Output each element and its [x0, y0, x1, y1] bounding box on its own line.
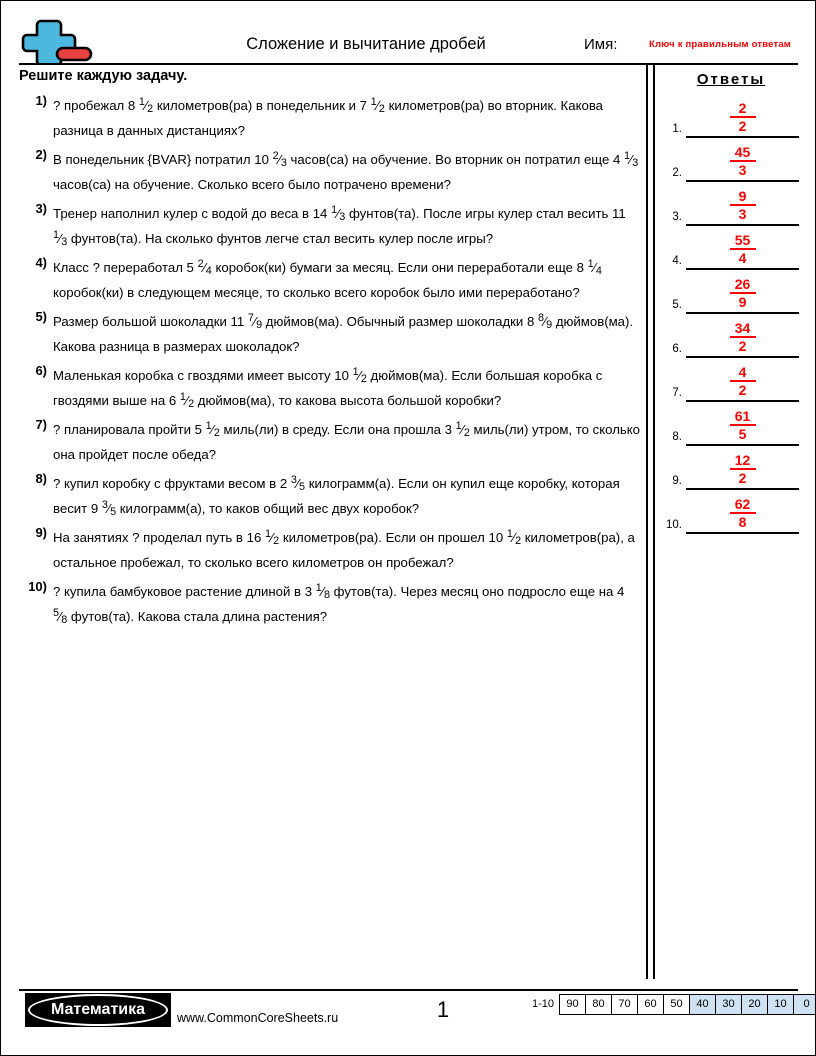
problem-text-run: дюймов(ма). Какова разница в размерах шоколадок? — [53, 314, 634, 354]
answer-index: 8. — [672, 431, 682, 443]
fraction-slash: ⁄ — [337, 206, 340, 221]
answer-numerator: 45 — [730, 144, 756, 162]
answer-value — [686, 452, 799, 486]
problem-number: 2) — [35, 147, 47, 162]
problem-text-run: миль(ли) в среду. Если она прошла 3 — [219, 422, 456, 437]
page-title: Сложение и вычитание дробей — [246, 35, 486, 53]
problem-text-run: коробок(ки) в следующем месяце, то сколько всего коробок было ими переработано? — [53, 285, 580, 300]
problem-item — [19, 147, 641, 197]
fraction-numerator: 1 — [205, 420, 212, 433]
inline-fraction — [371, 97, 385, 115]
fraction-numerator: 5 — [53, 607, 60, 620]
fraction-numerator: 1 — [455, 420, 462, 433]
fraction-numerator: 2 — [197, 258, 204, 271]
fraction-numerator: 1 — [53, 229, 60, 242]
problem-number: 9) — [35, 525, 47, 540]
answer-row — [656, 94, 806, 138]
answer-value — [686, 320, 799, 354]
problem-text-run: В понедельник {BVAR} потратил 10 — [53, 152, 273, 167]
problem-text-run: Тренер наполнил кулер с водой до веса в 14 — [53, 206, 332, 221]
problem-item — [19, 93, 641, 143]
fraction-denominator: 3 — [339, 211, 346, 224]
page-footer — [1, 991, 815, 1055]
fraction-slash: ⁄ — [211, 422, 214, 437]
problem-text-run: ? планировала пройти 5 — [53, 422, 206, 437]
instruction-text: Решите каждую задачу. — [19, 68, 188, 84]
fraction-slash: ⁄ — [253, 314, 257, 329]
score-cell: 90 — [560, 995, 586, 1014]
fraction-denominator: 5 — [110, 506, 117, 519]
fraction-slash: ⁄ — [107, 501, 111, 516]
fraction-denominator: 4 — [205, 265, 212, 278]
fraction-denominator: 5 — [299, 481, 306, 494]
fraction-slash: ⁄ — [461, 422, 464, 437]
answer-denominator: 9 — [738, 294, 747, 310]
problem-item — [19, 363, 641, 413]
answer-row — [656, 446, 806, 490]
fraction-slash: ⁄ — [144, 98, 148, 113]
problem-number: 1) — [35, 93, 47, 108]
answer-blank-line[interactable] — [686, 532, 799, 534]
fraction-numerator: 1 — [587, 258, 594, 271]
problem-text — [53, 417, 641, 467]
answer-value — [686, 276, 799, 310]
problem-text-run: коробок(ки) бумаги за месяц. Если они переработали еще 8 — [211, 260, 588, 275]
answer-numerator: 9 — [730, 188, 756, 206]
problem-text-run: фунтов(та). На сколько фунтов легче стал весить кулер после игры? — [67, 231, 494, 246]
answer-denominator: 2 — [738, 382, 747, 398]
problem-number: 3) — [35, 201, 47, 216]
score-guide — [532, 994, 816, 1015]
fraction-numerator: 7 — [247, 312, 254, 325]
problem-text — [53, 201, 641, 251]
answer-numerator: 12 — [730, 452, 756, 470]
answer-row — [656, 490, 806, 534]
score-cell: 80 — [586, 995, 612, 1014]
problem-text-run: дюймов(ма). Если большая коробка с гвоздями выше на 6 — [53, 368, 603, 408]
fraction-denominator: 2 — [273, 535, 280, 548]
problem-text-run: дюймов(ма), то какова высота большой коробки? — [194, 393, 502, 408]
fraction-numerator: 1 — [370, 96, 377, 109]
answer-index: 2. — [672, 167, 682, 179]
problem-text-run: Класс ? переработал 5 — [53, 260, 198, 275]
answer-row — [656, 402, 806, 446]
answers-list — [656, 94, 806, 534]
fraction-numerator: 1 — [264, 528, 271, 541]
problem-text-run: футов(та). Какова стала длина растения? — [67, 609, 328, 624]
fraction-slash: ⁄ — [376, 98, 379, 113]
problem-number: 5) — [35, 309, 47, 324]
answer-index: 5. — [672, 299, 682, 311]
problem-text-run: километров(ра), а остальное пробежал, то сколько всего километров он пробежал? — [53, 530, 635, 570]
inline-fraction — [102, 500, 116, 518]
problem-text — [53, 525, 641, 575]
inline-fraction — [538, 313, 552, 331]
problem-item — [19, 417, 641, 467]
problem-text-run: Размер большой шоколадки 11 — [53, 314, 248, 329]
inline-fraction — [316, 583, 330, 601]
fraction-numerator: 1 — [315, 582, 322, 595]
fraction-denominator: 2 — [515, 535, 522, 548]
answer-row — [656, 314, 806, 358]
fraction-slash: ⁄ — [630, 152, 633, 167]
problem-text-run: ? пробежал 8 — [53, 98, 139, 113]
answer-index: 3. — [672, 211, 682, 223]
fraction-numerator: 1 — [138, 96, 145, 109]
page-number: 1 — [436, 997, 450, 1022]
answer-denominator: 8 — [738, 514, 747, 530]
answer-numerator: 62 — [730, 496, 756, 514]
answer-value — [686, 232, 799, 266]
problem-item — [19, 525, 641, 575]
answer-index: 1. — [672, 123, 682, 135]
problem-number: 7) — [35, 417, 47, 432]
problem-item — [19, 471, 641, 521]
answer-index: 7. — [672, 387, 682, 399]
inline-fraction — [291, 475, 305, 493]
answer-denominator: 3 — [738, 162, 747, 178]
problem-text-run: дюймов(ма). Обычный размер шоколадки 8 — [262, 314, 538, 329]
fraction-denominator: 2 — [378, 103, 385, 116]
problem-text-run: Маленькая коробка с гвоздями имеет высоту 10 — [53, 368, 353, 383]
problem-text-run: километров(ра). Если он прошел 10 — [279, 530, 507, 545]
problem-number: 8) — [35, 471, 47, 486]
problem-item — [19, 255, 641, 305]
fraction-slash: ⁄ — [185, 393, 189, 408]
fraction-numerator: 1 — [331, 204, 338, 217]
score-cell: 30 — [716, 995, 742, 1014]
answer-denominator: 2 — [738, 470, 747, 486]
fraction-slash: ⁄ — [593, 260, 596, 275]
problem-text — [53, 579, 641, 629]
page-header — [1, 1, 815, 63]
answer-denominator: 5 — [738, 426, 747, 442]
fraction-numerator: 1 — [506, 528, 513, 541]
score-cell: 40 — [690, 995, 716, 1014]
brand-text: Математика — [50, 1001, 146, 1018]
problem-text-run: На занятиях ? проделал путь в 16 — [53, 530, 265, 545]
fraction-slash: ⁄ — [278, 152, 281, 167]
score-cell: 70 — [612, 995, 638, 1014]
answer-index: 9. — [672, 475, 682, 487]
problem-item — [19, 201, 641, 251]
fraction-denominator: 8 — [323, 589, 330, 602]
answer-value — [686, 100, 799, 134]
answer-row — [656, 270, 806, 314]
column-divider — [646, 65, 655, 979]
inline-fraction — [265, 529, 279, 547]
fraction-denominator: 3 — [280, 157, 287, 170]
problem-number: 4) — [35, 255, 47, 270]
answer-denominator: 4 — [738, 250, 747, 266]
answers-column — [656, 71, 806, 534]
answer-key-badge: Ключ к правильным ответам — [648, 39, 792, 50]
answer-numerator: 2 — [730, 100, 756, 118]
problem-text-run: миль(ли) утром, то сколько она пройдет после обеда? — [53, 422, 641, 462]
fraction-denominator: 8 — [61, 614, 68, 627]
problem-text-run: фунтов(та). После игры кулер стал весить 11 — [345, 206, 626, 221]
answer-value — [686, 408, 799, 442]
fraction-denominator: 2 — [213, 427, 220, 440]
problem-text — [53, 363, 641, 413]
answer-numerator: 55 — [730, 232, 756, 250]
answer-denominator: 2 — [738, 118, 747, 134]
answer-row — [656, 226, 806, 270]
answer-value — [686, 144, 799, 178]
fraction-denominator: 9 — [546, 319, 553, 332]
problem-text-run: ? купил коробку с фруктами весом в 2 — [53, 476, 291, 491]
fraction-slash: ⁄ — [358, 368, 361, 383]
problem-item — [19, 309, 641, 359]
header-divider — [19, 63, 798, 65]
fraction-numerator: 3 — [290, 474, 297, 487]
fraction-numerator: 8 — [537, 312, 544, 325]
answer-numerator: 34 — [730, 320, 756, 338]
plus-minus-icon — [19, 19, 93, 63]
fraction-denominator: 3 — [632, 157, 639, 170]
fraction-denominator: 2 — [188, 398, 195, 411]
problem-text-run: километров(ра) во вторник. Какова разница в данных дистанциях? — [53, 98, 604, 138]
inline-fraction — [624, 151, 638, 169]
fraction-numerator: 1 — [179, 391, 186, 404]
problem-number: 6) — [35, 363, 47, 378]
inline-fraction — [53, 230, 67, 248]
fraction-numerator: 2 — [272, 150, 279, 163]
answer-denominator: 2 — [738, 338, 747, 354]
fraction-denominator: 3 — [61, 236, 68, 249]
problem-text — [53, 147, 641, 197]
problem-number: 10) — [28, 579, 47, 594]
answer-row — [656, 358, 806, 402]
problems-list — [19, 93, 641, 633]
inline-fraction — [507, 529, 521, 547]
score-cell: 20 — [742, 995, 768, 1014]
problem-text-run: часов(са) на обучение. Во вторник он потратил еще 4 — [286, 152, 624, 167]
answer-row — [656, 182, 806, 226]
inline-fraction — [206, 421, 220, 439]
score-cell: 60 — [638, 995, 664, 1014]
inline-fraction — [248, 313, 262, 331]
problem-text — [53, 255, 641, 305]
answer-numerator: 61 — [730, 408, 756, 426]
inline-fraction — [198, 259, 212, 277]
problem-text-run: часов(са) на обучение. Сколько всего было потрачено времени? — [53, 177, 451, 192]
problem-text — [53, 309, 641, 359]
fraction-slash: ⁄ — [203, 260, 206, 275]
problem-text-run: километров(ра) в понедельник и 7 — [153, 98, 371, 113]
answer-denominator: 3 — [738, 206, 747, 222]
answer-index: 6. — [672, 343, 682, 355]
problem-text-run: килограмм(а). Если он купил еще коробку, которая весит 9 — [53, 476, 620, 516]
fraction-slash: ⁄ — [270, 530, 274, 545]
answer-numerator: 26 — [730, 276, 756, 294]
site-url: www.CommonCoreSheets.ru — [177, 1011, 339, 1025]
fraction-denominator: 4 — [595, 265, 602, 278]
inline-fraction — [273, 151, 287, 169]
fraction-denominator: 2 — [147, 103, 154, 116]
inline-fraction — [139, 97, 153, 115]
fraction-slash: ⁄ — [59, 231, 62, 246]
answer-value — [686, 496, 799, 530]
brand-logo — [25, 993, 171, 1027]
problem-text-run: ? купила бамбуковое растение длиной в 3 — [53, 584, 316, 599]
fraction-numerator: 1 — [624, 150, 631, 163]
answer-index: 10. — [666, 519, 682, 531]
answer-index: 4. — [672, 255, 682, 267]
score-range-label: 1-10 — [532, 998, 555, 1010]
answer-value — [686, 188, 799, 222]
score-cell: 10 — [768, 995, 794, 1014]
inline-fraction — [53, 608, 67, 626]
fraction-denominator: 2 — [360, 373, 367, 386]
fraction-denominator: 9 — [256, 319, 263, 332]
fraction-slash: ⁄ — [59, 609, 62, 624]
answer-numerator: 4 — [730, 364, 756, 382]
score-table — [559, 994, 816, 1015]
fraction-slash: ⁄ — [512, 530, 516, 545]
inline-fraction — [331, 205, 345, 223]
fraction-numerator: 3 — [101, 499, 108, 512]
score-cell: 0 — [794, 995, 816, 1014]
problem-text-run: футов(та). Через месяц оно подросло еще на 4 — [329, 584, 625, 599]
inline-fraction — [180, 392, 194, 410]
problem-text — [53, 93, 641, 143]
fraction-numerator: 1 — [352, 366, 359, 379]
inline-fraction — [353, 367, 367, 385]
answer-value — [686, 364, 799, 398]
fraction-slash: ⁄ — [321, 584, 324, 599]
answer-row — [656, 138, 806, 182]
name-label: Имя: — [584, 36, 618, 53]
problem-text — [53, 471, 641, 521]
score-cell: 50 — [664, 995, 690, 1014]
inline-fraction — [456, 421, 470, 439]
brand-oval — [28, 994, 168, 1026]
problem-item — [19, 579, 641, 629]
inline-fraction — [588, 259, 602, 277]
fraction-slash: ⁄ — [543, 314, 547, 329]
fraction-denominator: 2 — [463, 427, 470, 440]
fraction-slash: ⁄ — [296, 476, 300, 491]
answers-title: Ответы — [696, 71, 766, 88]
problem-text-run: килограмм(а), то каков общий вес двух коробок? — [116, 501, 420, 516]
